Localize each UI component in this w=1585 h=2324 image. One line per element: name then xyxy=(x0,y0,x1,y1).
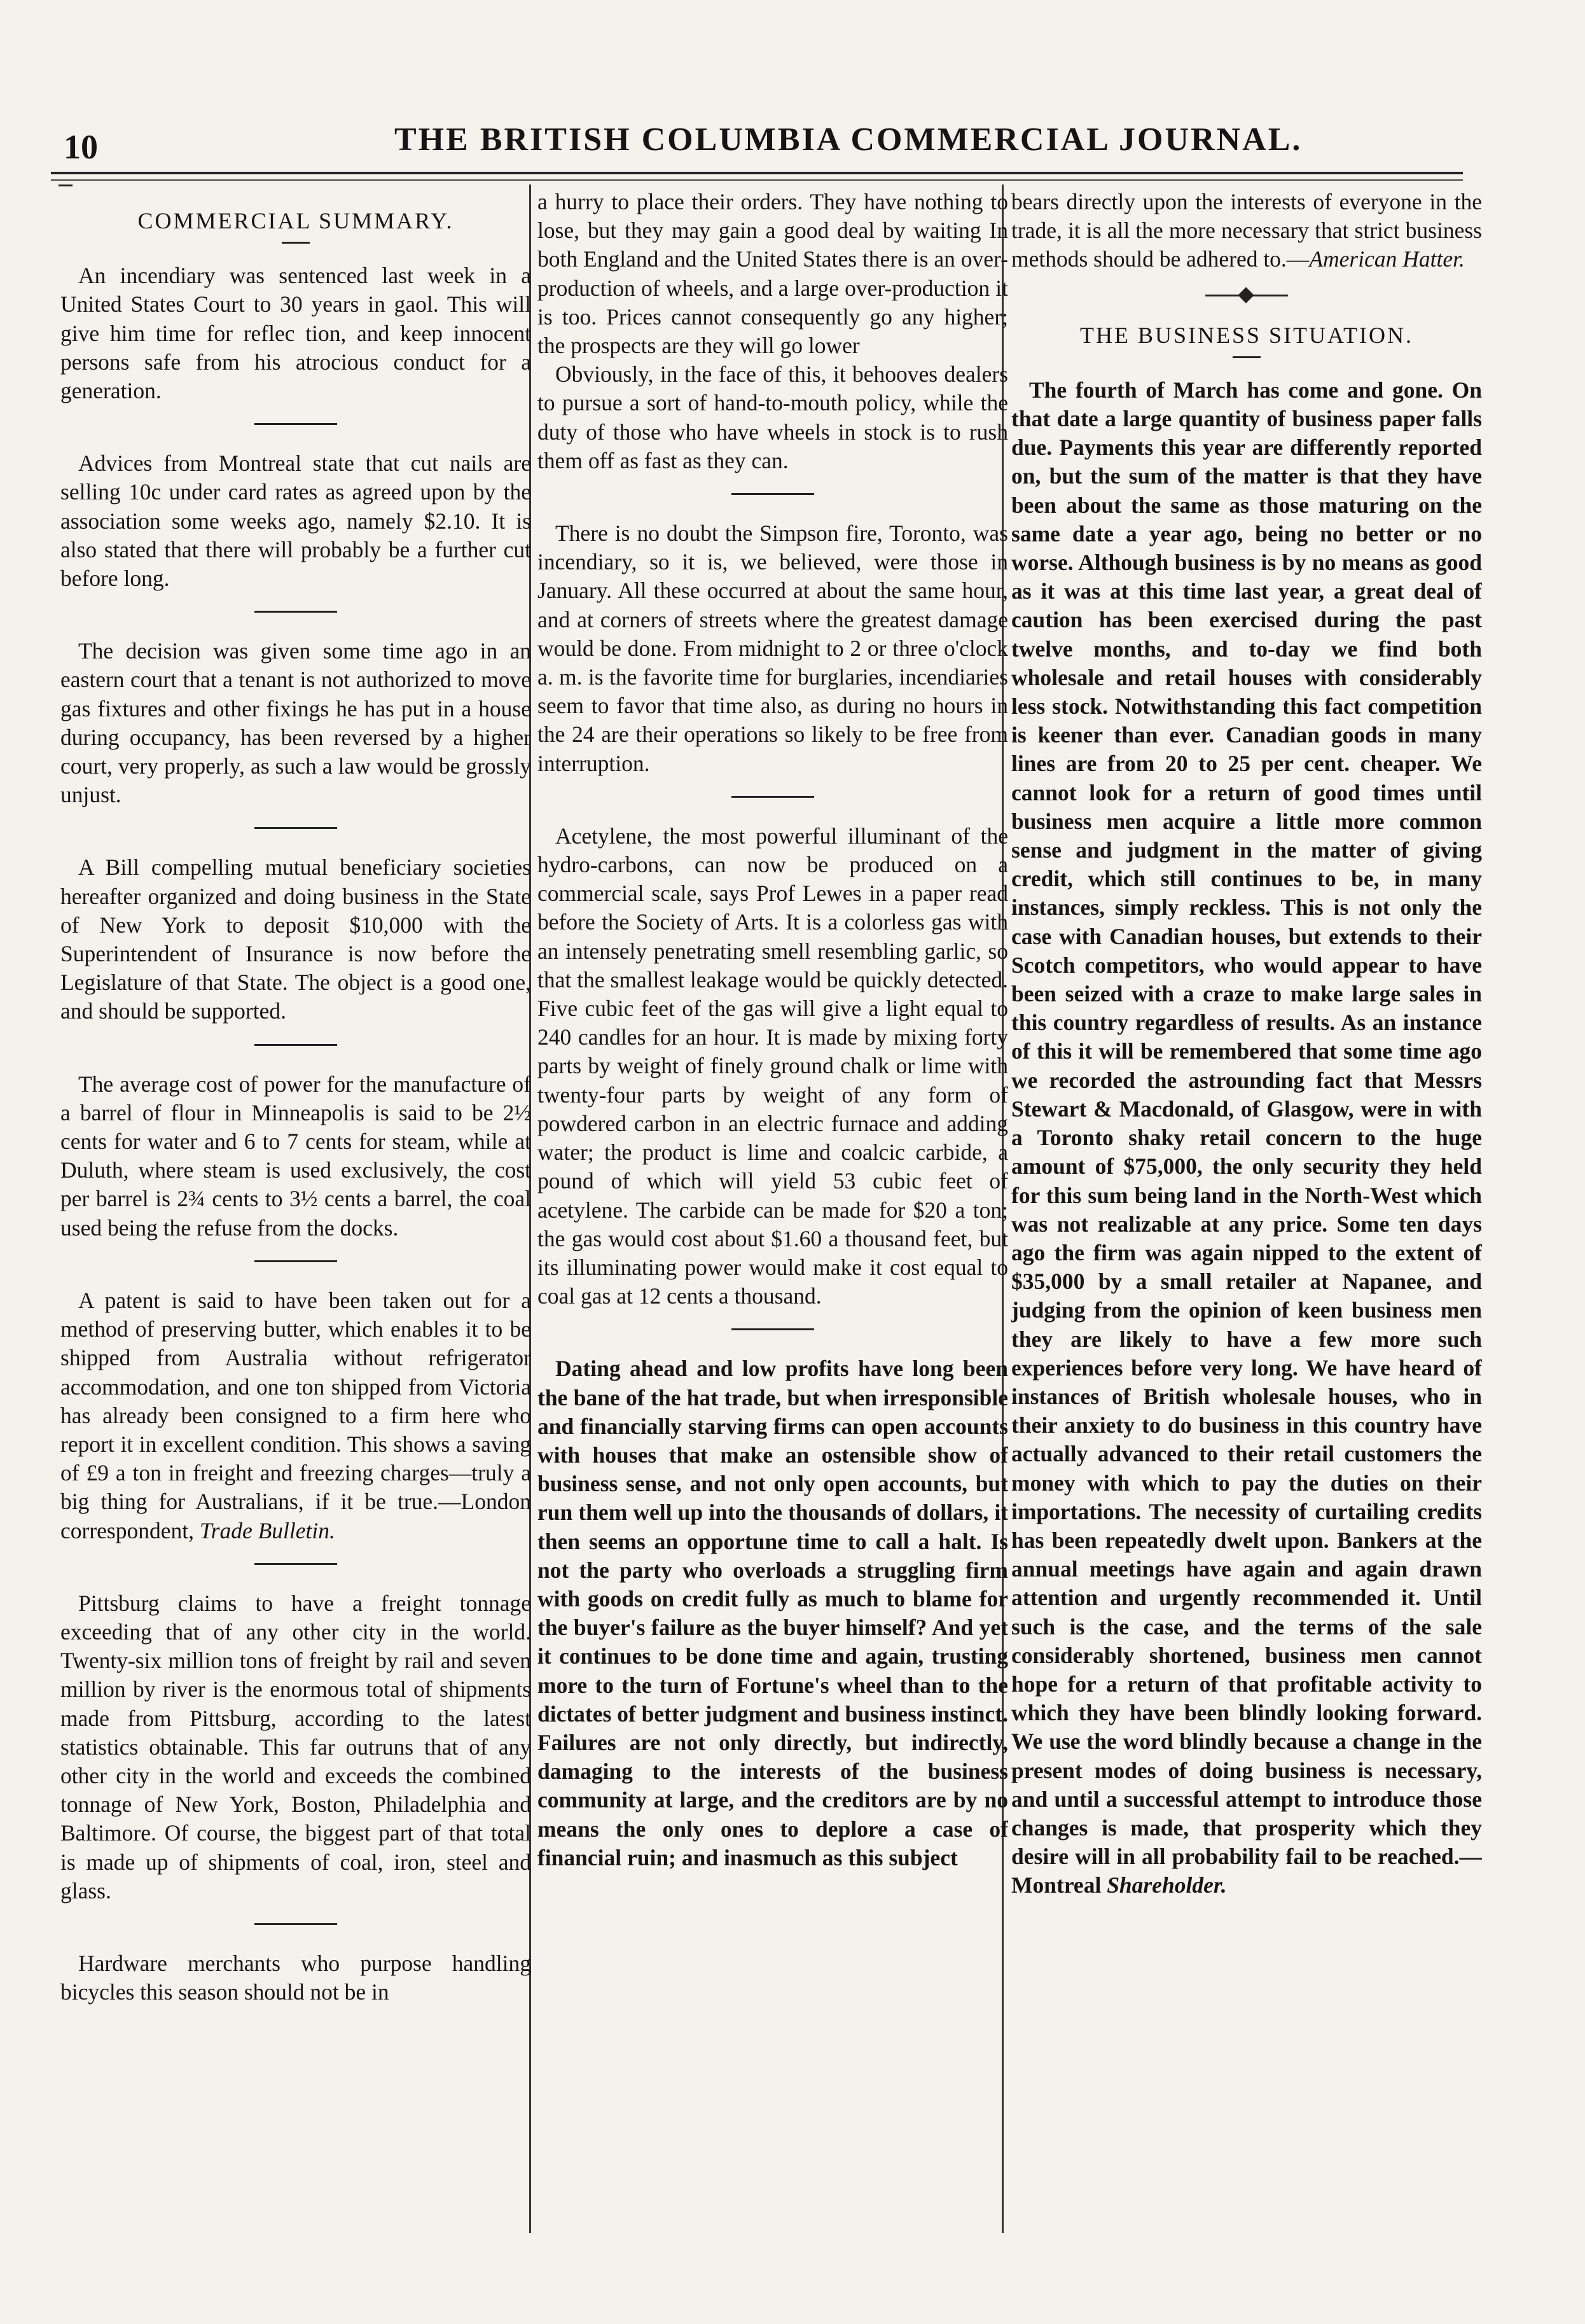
page-number: 10 xyxy=(64,128,98,166)
article-separator xyxy=(254,1260,337,1262)
article-source: Shareholder. xyxy=(1107,1872,1227,1898)
article-paragraph xyxy=(60,1286,531,1545)
article-separator xyxy=(731,796,814,798)
corner-mark xyxy=(59,184,73,186)
article-source: Trade Bulletin. xyxy=(199,1517,335,1543)
article-separator xyxy=(254,611,337,613)
article-paragraph: Hardware merchants who purpose handling bicycles this season should not be in xyxy=(60,1950,531,2005)
article-paragraph: A Bill compelling mutual beneficiary societies hereafter organized and doing business in the State of New York to deposit $10,000 with the Superintendent of Insurance is now before the Legislature of that State. The object is a good one, and should be supported. xyxy=(60,854,531,1024)
article-paragraph: Obviously, in the face of this, it behooves dealers to pursue a sort of hand-to-mouth policy, while the duty of those who have wheels in stock is to rush them off as fast as they can. xyxy=(537,361,1008,473)
column-1 xyxy=(60,188,531,2287)
article-separator xyxy=(254,827,337,829)
article-separator xyxy=(254,1923,337,1925)
heading-dash xyxy=(282,242,310,244)
article-separator xyxy=(731,493,814,495)
article-paragraph: The average cost of power for the manufacture of a barrel of flour in Minneapolis is said to be 2½ cents for water and 6 to 7 cents for steam, while at Duluth, where steam is used exclusively, the cost per barrel is 2¾ cents to 3½ cents a barrel, the coal used being the refuse from the docks. xyxy=(60,1071,531,1241)
article-paragraph: a hurry to place their orders. They have nothing to lose, but they may gain a good deal by waiting In both England and the United States there is an over-production of wheels, and a large over-production it is too. Prices cannot consequently go any higher; the prospects are they will go lower xyxy=(537,189,1008,359)
column-2 xyxy=(537,188,1008,2287)
article-paragraph xyxy=(1011,188,1482,274)
heading-dash xyxy=(1233,356,1261,358)
article-text: bears directly upon the interests of everyone in the trade, it is all the more necessary that strict business methods should be adhered to.— xyxy=(1011,189,1482,272)
article-separator xyxy=(254,1044,337,1046)
page-header xyxy=(51,121,1450,172)
article-paragraph: Advices from Montreal state that cut nails are selling 10c under card rates as agreed upon by the association some weeks ago, namely $2.10. It is also stated that there will probably be a further cut before long. xyxy=(60,450,531,592)
article-source: American Hatter. xyxy=(1309,246,1465,272)
article-paragraph: Dating ahead and low profits have long been the bane of the hat trade, but when irresponsible and financially starving firms can open accounts with houses that make an ostensible show of business sense, and not only open accounts, but run them well up into the thousands of dollars, it then seems an opportune time to call a halt. Is not the party who overloads a struggling firm with goods on credit fully as much to blame for the buyer's failure as the buyer himself? And yet it continues to be done time and again, trusting more to the turn of Fortune's wheel than to the dictates of better judgment and business instinct. Failures are not only directly, but indirectly, damaging to the interests of the business community at large, and the creditors are by no means the only ones to deplore a case of financial ruin; and inasmuch as this subject xyxy=(537,1356,1008,1870)
article-paragraph: Acetylene, the most powerful illuminant of the hydro-carbons, can now be produced on a commercial scale, says Prof Lewes in a paper read before the Society of Arts. It is a colorless gas with an intensely penetrating smell resembling garlic, so that the smallest leakage would be quickly detected. Five cubic feet of the gas will give a light equal to 240 candles for an hour. It is made by mixing forty parts by weight of finely ground chalk or lime with twenty-four parts by weight of any form of powdered carbon in an electric furnace and adding water; the product is lime and coalcic carbide, a pound of which will yield 53 cubic feet of acetylene. The carbide can be made for $20 a ton; the gas would cost about $1.60 a thousand feet, but its illuminating power would make it cost equal to coal gas at 12 cents a thousand. xyxy=(537,823,1008,1309)
journal-title: THE BRITISH COLUMBIA COMMERCIAL JOURNAL. xyxy=(394,122,1303,158)
diamond-ornament xyxy=(1238,287,1254,303)
section-heading: COMMERCIAL SUMMARY. xyxy=(137,208,454,233)
article-paragraph: Pittsburg claims to have a freight tonnage exceeding that of any other city in the world. Twenty-six million tons of freight by rail and seven million by river is the enormous total of shipments made from Pittsburg, according to the latest statistics obtainable. This far outruns that of any other city in the world and exceeds the combined tonnage of New York, Boston, Philadelphia and Baltimore. Of course, the biggest part of that total is made up of shipments of coal, iron, steel and glass. xyxy=(60,1590,531,1903)
article-paragraph: The decision was given some time ago in an eastern court that a tenant is not authorized to move gas fixtures and other fixings he has put in a house during occupancy, has been reversed by a higher court, very properly, as such a law would be grossly unjust. xyxy=(60,638,531,808)
article-paragraph: There is no doubt the Simpson fire, Toronto, was incendiary, so it is, we believed, were those in January. All these occurred at about the same hour, and at corners of streets where the greatest damage would be done. From midnight to 2 or three o'clock a. m. is the favorite time for burglaries, incendiaries seem to favor that time also, as during no hours in the 24 are their operations so likely to be free from interruption. xyxy=(537,520,1008,776)
header-rule xyxy=(51,172,1463,174)
article-separator xyxy=(254,1563,337,1565)
article-separator xyxy=(731,1328,814,1330)
article-text: The fourth of March has come and gone. On that date a large quantity of business paper falls due. Payments this year are differently reported on, but the sum of the matter is that they have been about the same as those maturing on the same date a year ago, being no better or no worse. Although business is by no means as good as it was at this time last year, a great deal of caution has been exercised during the past twelve months, and to-day we find both wholesale and retail houses with considerably less stock. Notwithstanding this fact competition is keener than ever. Canadian goods in many lines are from 20 to 25 per cent. cheaper. We cannot look for a return of good times until business men acquire a little more common sense and judgment in the matter of giving credit, which still continues to be, in many instances, simply reckless. This is not only the case with Canadian houses, but extends to their Scotch competitors, who would appear to have been seized with a craze to make large sales in this country regardless of results. As an instance of this it will be remembered that some time ago we recorded the astrounding fact that Messrs Stewart & Macdonald, of Glasgow, were in with a Toronto shaky retail concern to the huge amount of $75,000, the only security they held for this sum being land in the North-West which was not realizable at any price. Some ten days ago the firm was again nipped to the extent of $35,000 by a small retailer at Napanee, and judging from the opinion of keen business men they are likely to have a few more such experiences before very long. We have heard of instances of British wholesale houses, who in their anxiety to do business in this country have actually advanced to their retail customers the money with which to pay the duties on their importations. The necessity of curtailing credits has been repeatedly dwelt upon. Bankers at the annual meetings have again and again drawn attention and urgently recommended it. Until such is the case, and the terms of the sale considerably shortened, business men cannot hope for a return of that profitable activity to which they have been blindly looking forward. We use the word blindly because a change in the present modes of doing business is necessary, and until a successful attempt to introduce those changes is made, that prosperity which they desire will in all probability fail to be reached.—Montreal xyxy=(1011,377,1482,1898)
article-separator xyxy=(254,423,337,425)
header-rule-thin xyxy=(51,179,1463,181)
ornament-separator xyxy=(1205,288,1288,302)
article-text: A patent is said to have been taken out for a method of preserving butter, which enables it to be shipped from Australia without refrigerator accommodation, and one ton shipped from Victoria has already been consigned to a firm here who report it in excellent condition. This shows a saving of £9 a ton in freight and freezing charges—truly a big thing for Australians, if it be true.—London correspondent, xyxy=(60,1287,531,1543)
section-heading: THE BUSINESS SITUATION. xyxy=(1079,322,1413,348)
column-3 xyxy=(1011,188,1482,2287)
article-paragraph: An incendiary was sentenced last week in a United States Court to 30 years in gaol. This will give him time for reflec tion, and keep innocent persons safe from his atrocious conduct for a generation. xyxy=(60,263,531,404)
article-paragraph xyxy=(1011,376,1482,1900)
